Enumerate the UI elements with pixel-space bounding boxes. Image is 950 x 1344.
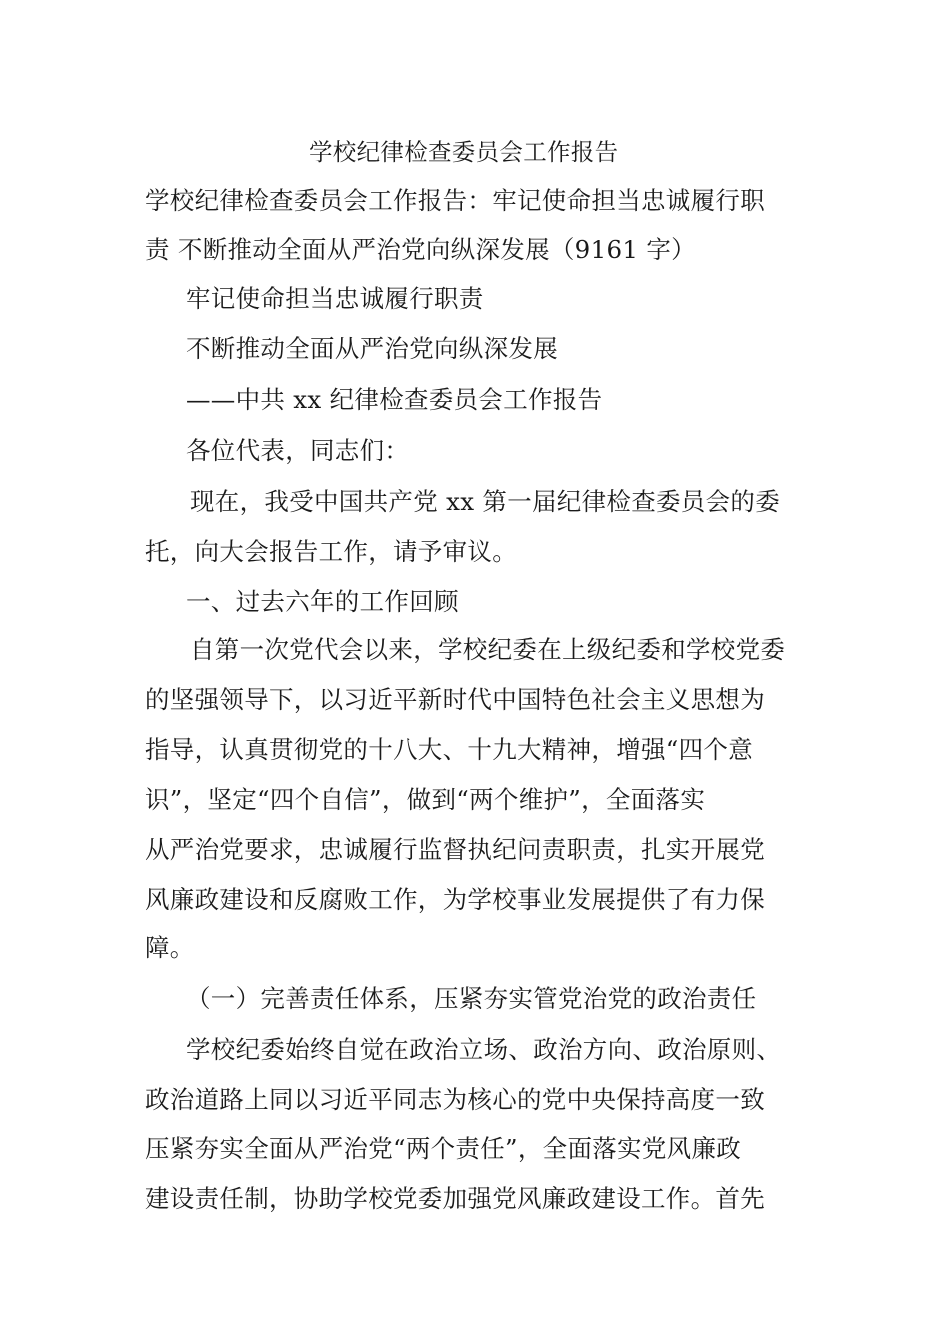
text-line: ——中共 xx 纪律检查委员会工作报告 (186, 385, 603, 414)
text-line: 学校纪律检查委员会工作报告：牢记使命担当忠诚履行职 (145, 186, 765, 215)
text-line: 从严治党要求，忠诚履行监督执纪问责职责，扎实开展党 (145, 835, 765, 864)
text-line: 的坚强领导下，以习近平新时代中国特色社会主义思想为 (145, 685, 765, 714)
text-line: 各位代表，同志们： (186, 436, 410, 465)
text-line: 风廉政建设和反腐败工作，为学校事业发展提供了有力保 (145, 885, 765, 914)
text-line: 托，向大会报告工作，请予审议。 (145, 537, 517, 566)
text-line: 指导，认真贯彻党的十八大、十九大精神，增强“四个意 (145, 735, 754, 764)
subsection-heading: （一）完善责任体系，压紧夯实管党治党的政治责任 (186, 984, 757, 1013)
text-line: 牢记使命担当忠诚履行职责 (186, 284, 484, 313)
text-line: 建设责任制，协助学校党委加强党风廉政建设工作。首先 (145, 1184, 765, 1213)
text-line: 责 不断推动全面从严治党向纵深发展（9161 字） (145, 235, 696, 264)
section-heading: 一、过去六年的工作回顾 (186, 587, 459, 616)
text-line: 政治道路上同以习近平同志为核心的党中央保持高度一致 (145, 1085, 765, 1114)
text-line: 障。 (145, 933, 195, 962)
text-line: 不断推动全面从严治党向纵深发展 (186, 334, 558, 363)
document-title: 学校纪律检查委员会工作报告 (309, 138, 619, 166)
text-line: 识”，坚定“四个自信”，做到“两个维护”，全面落实 (145, 785, 706, 814)
text-line: 学校纪委始终自觉在政治立场、政治方向、政治原则、 (186, 1035, 782, 1064)
text-line: 自第一次党代会以来，学校纪委在上级纪委和学校党委 (190, 635, 786, 664)
text-line: 现在，我受中国共产党 xx 第一届纪律检查委员会的委 (190, 487, 781, 516)
text-line: 压紧夯实全面从严治党“两个责任”，全面落实党风廉政 (145, 1134, 742, 1163)
